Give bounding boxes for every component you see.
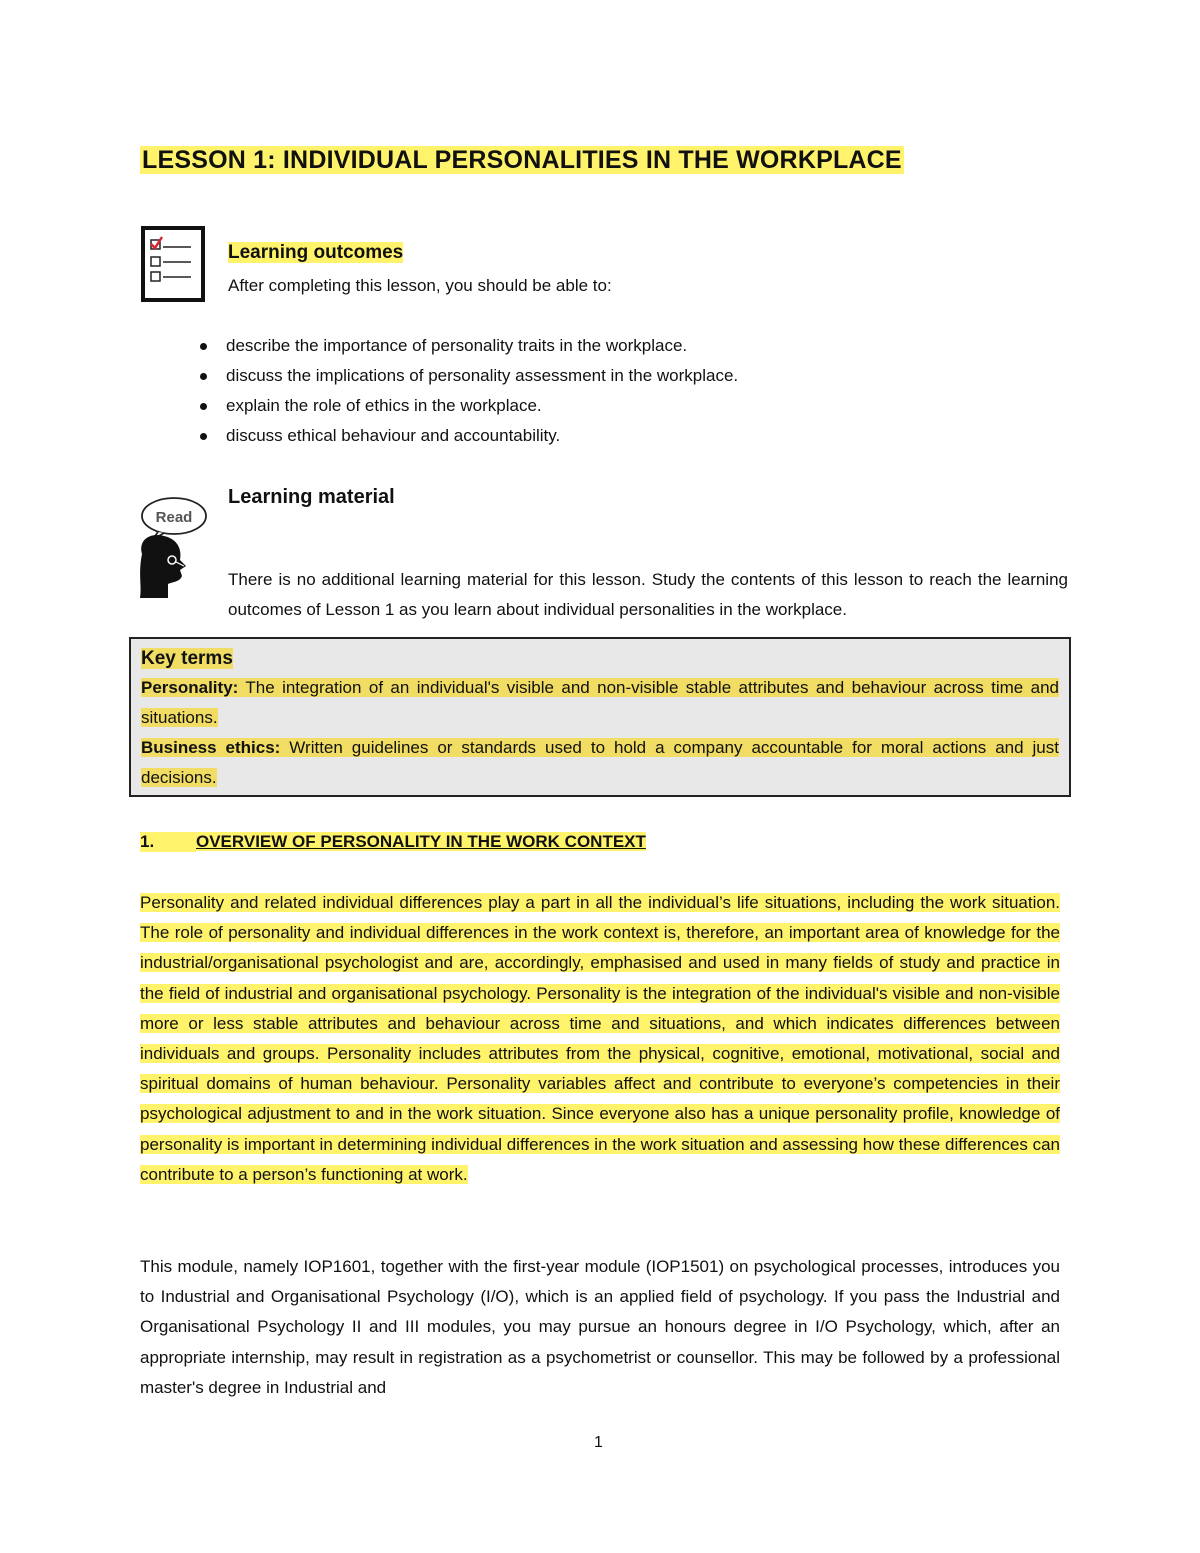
key-term-business-ethics xyxy=(141,733,1059,793)
list-item: discuss the implications of personality assessment in the workplace. xyxy=(198,364,738,394)
learning-outcomes-heading: Learning outcomes xyxy=(228,242,404,263)
checklist-icon xyxy=(141,226,205,302)
section-heading xyxy=(140,832,646,852)
learning-material-heading: Learning material xyxy=(228,486,395,508)
overview-paragraph: Personality and related individual differences play a part in all the individual’s life situations, including the work situation. The role of personality and individual differences in the work context is, therefore, an important area of knowledge for the industrial/organisational psychologist and are, accordingly, emphasised and used in many fields of study and practice in the field of industrial and organisational psychology. Personality is the integration of the individual's visible and non-visible more or less stable attributes and behaviour across time and situations, and which indicates differences between individuals and groups. Personality includes attributes from the physical, cognitive, emotional, motivational, social and spiritual domains of human behaviour. Personality variables affect and contribute to everyone’s competencies in their psychological adjustment to and in the work situation. Since everyone also has a unique personality profile, knowledge of personality is important in determining individual differences in the work situation and assessing how these differences can contribute to a person’s functioning at work. xyxy=(140,893,1060,1184)
list-item: explain the role of ethics in the workplace. xyxy=(198,394,738,424)
learning-outcomes-list xyxy=(198,334,738,454)
key-term-personality xyxy=(141,673,1059,733)
term-label: Business ethics: xyxy=(141,738,281,757)
term-definition: Written guidelines or standards used to hold a company accountable for moral actions and just decisions. xyxy=(141,738,1059,787)
section-number: 1. xyxy=(140,832,196,852)
section-title: OVERVIEW OF PERSONALITY IN THE WORK CONTEXT xyxy=(196,832,646,851)
read-icon-label: Read xyxy=(155,509,193,526)
reading-head-icon xyxy=(128,494,208,604)
page-number: 1 xyxy=(594,1434,603,1451)
learning-material-text: There is no additional learning material for this lesson. Study the contents of this lesson to reach the learning outcomes of Lesson 1 as you learn about individual personalities in the workplace. xyxy=(228,570,1068,619)
list-item: discuss ethical behaviour and accountability. xyxy=(198,424,738,454)
list-item: describe the importance of personality traits in the workplace. xyxy=(198,334,738,364)
key-terms-box xyxy=(129,637,1071,797)
module-paragraph: This module, namely IOP1601, together with the first-year module (IOP1501) on psychological processes, introduces you to Industrial and Organisational Psychology (I/O), which is an applied field of psychology. If you pass the Industrial and Organisational Psychology II and III modules, you may pursue an honours degree in I/O Psychology, which, after an appropriate internship, may result in registration as a psychometrist or counsellor. This may be followed by a professional master's degree in Industrial and xyxy=(140,1257,1060,1397)
lesson-title: LESSON 1: INDIVIDUAL PERSONALITIES IN THE WORKPLACE xyxy=(142,146,902,174)
term-definition: The integration of an individual's visible and non-visible stable attributes and behaviour across time and situations. xyxy=(141,678,1059,727)
key-terms-heading: Key terms xyxy=(141,648,233,669)
term-label: Personality: xyxy=(141,678,239,697)
learning-outcomes-intro: After completing this lesson, you should be able to: xyxy=(228,276,612,295)
